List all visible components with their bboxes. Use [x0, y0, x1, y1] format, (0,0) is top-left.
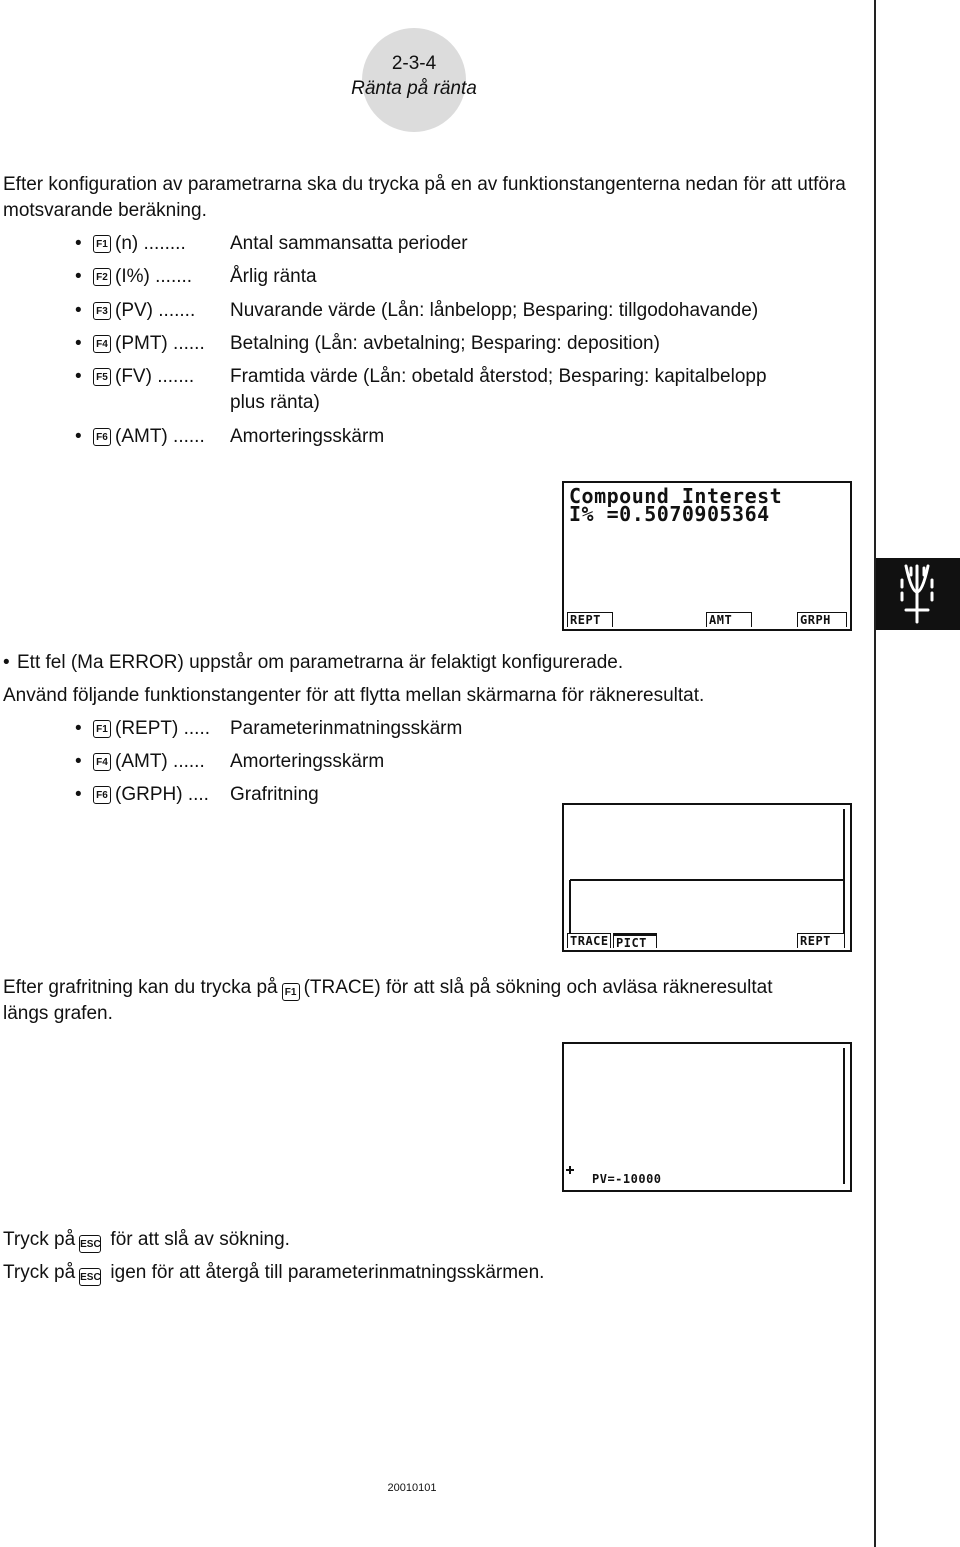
page-footer-code: 20010101: [387, 1482, 437, 1494]
trace-plot: [564, 1044, 850, 1190]
f2-key-icon: F2: [93, 268, 111, 286]
graph-icon: [876, 558, 960, 630]
graph-plot: [564, 805, 850, 950]
screen-title: Compound Interest: [569, 484, 783, 508]
intro-paragraph: Efter konfiguration av parametrarna ska du trycka på en av funktionstangenterna nedan för att utföra motsvarande beräkning.: [3, 174, 846, 221]
esc-key-icon: ESC: [79, 1235, 101, 1253]
f6-key-icon: F6: [93, 428, 111, 446]
calculator-screen-result: [562, 481, 852, 631]
section-number: 2-3-4: [391, 53, 437, 74]
f1-key-icon: F1: [93, 720, 111, 738]
section-title: Ränta på ränta: [351, 78, 477, 99]
trace-softkey[interactable]: TRACE: [567, 933, 611, 948]
page-margin-rule: [874, 0, 876, 1547]
esc-instruction-1: Tryck på ESC för att slå av sökning.: [3, 1227, 853, 1253]
grph-softkey[interactable]: GRPH: [797, 612, 847, 627]
f4-key-icon: F4: [93, 335, 111, 353]
calculator-screen-trace: [562, 1042, 852, 1192]
calculator-screen-graph: [562, 803, 852, 952]
screen-result-value: I% =0.5070905364: [569, 502, 770, 526]
f3-key-icon: F3: [93, 302, 111, 320]
esc-instruction-2: Tryck på ESC igen för att återgå till parameterinmatningsskärmen.: [3, 1260, 853, 1286]
chapter-tab: [876, 558, 960, 630]
f6-key-icon: F6: [93, 786, 111, 804]
f1-key-icon: F1: [282, 983, 300, 1001]
trace-paragraph: Efter grafritning kan du trycka på F1 (TRACE) för att slå på sökning och avläsa räkneresultat längs grafen.: [3, 977, 773, 1024]
amt-softkey[interactable]: AMT: [706, 612, 752, 627]
rept-softkey[interactable]: REPT: [567, 612, 613, 627]
f5-key-icon: F5: [93, 368, 111, 386]
nav-intro-paragraph: Använd följande funktionstangenter för att flytta mellan skärmarna för räkneresultat.: [3, 685, 705, 706]
rept-softkey[interactable]: REPT: [797, 933, 845, 948]
pict-softkey[interactable]: PICT: [613, 933, 657, 948]
trace-readout: PV=-10000: [592, 1172, 662, 1186]
f4-key-icon: F4: [93, 753, 111, 771]
f1-key-icon: F1: [93, 235, 111, 253]
esc-key-icon: ESC: [79, 1268, 101, 1286]
